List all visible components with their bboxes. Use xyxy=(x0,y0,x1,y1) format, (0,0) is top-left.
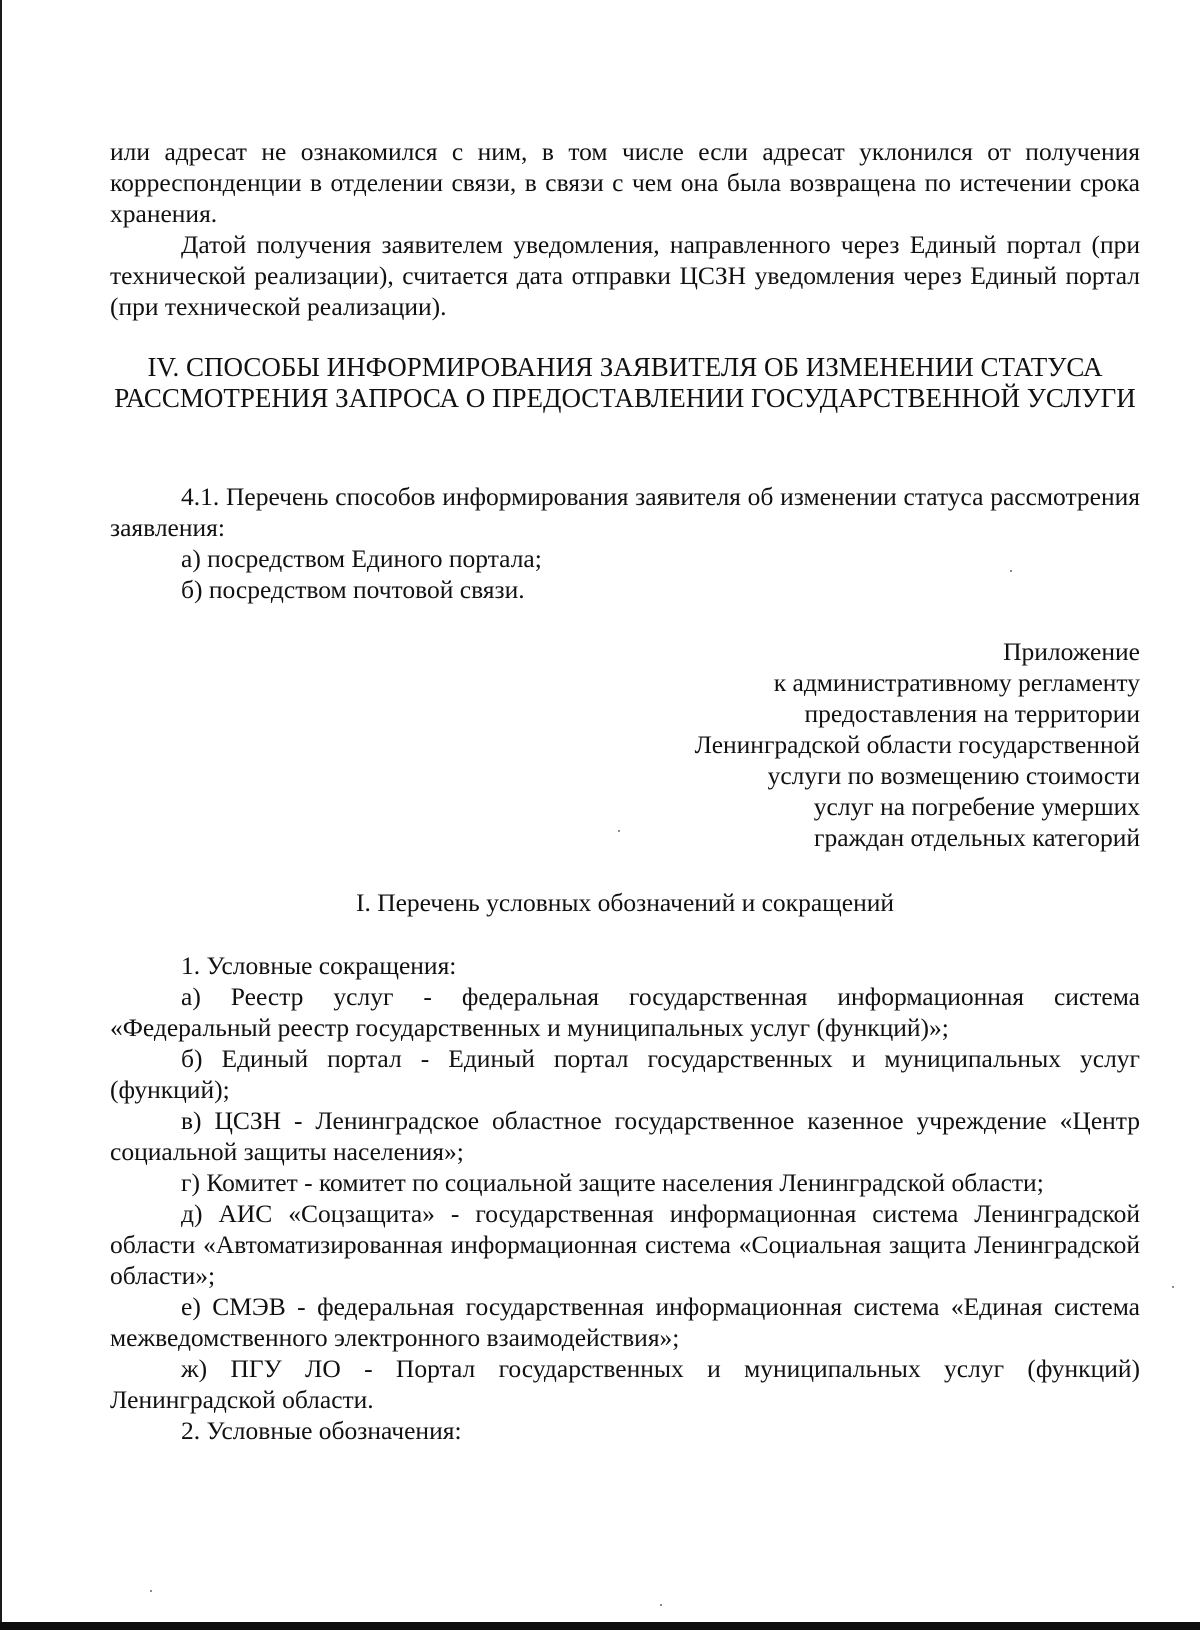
methods-list-intro: 4.1. Перечень способов информирования заявителя об изменении статуса рассмотрения заявления: xyxy=(110,482,1140,542)
scan-speck xyxy=(618,830,620,832)
annex-line: Приложение xyxy=(1003,637,1140,666)
abbreviation-item: а) Реестр услуг - федеральная государственная информационная система «Федеральный реестр государственных и муниципальных услуг (функций)»; xyxy=(110,982,1140,1042)
annex-line: Ленинградской области государственной xyxy=(694,730,1140,759)
abbreviation-item: в) ЦСЗН - Ленинградское областное государственное казенное учреждение «Центр социальной защиты населения»; xyxy=(110,1106,1140,1166)
abbreviation-item: г) Комитет - комитет по социальной защите населения Ленинградской области; xyxy=(181,1168,1044,1197)
method-item-a: а) посредством Единого портала; xyxy=(181,544,542,573)
annex-line: услуги по возмещению стоимости xyxy=(767,761,1140,790)
scan-speck xyxy=(150,1590,152,1592)
continuation-text xyxy=(110,136,1140,322)
scan-left-edge xyxy=(0,0,2,1630)
method-item-b: б) посредством почтовой связи. xyxy=(181,575,525,604)
annex-header xyxy=(560,636,1140,853)
scan-speck xyxy=(660,1604,662,1606)
abbreviation-item: е) СМЭВ - федеральная государственная информационная система «Единая система межведомственного электронного взаимодействия»; xyxy=(110,1292,1140,1352)
scan-speck xyxy=(1010,570,1012,572)
annex-line: граждан отдельных категорий xyxy=(814,823,1140,852)
section-4-body xyxy=(110,481,1140,605)
section-1-body xyxy=(110,950,1140,1446)
abbreviation-item: д) АИС «Соцзащита» - государственная информационная система Ленинградской области «Автоматизированная информационная система «Социальная защита Ленинградской области»; xyxy=(110,1199,1140,1290)
continuation-paragraph: или адресат не ознакомился с ним, в том числе если адресат уклонился от получения корреспонденции в отделении связи, в связи с чем она была возвращена по истечении срока хранения. xyxy=(110,137,1140,228)
receipt-date-paragraph: Датой получения заявителем уведомления, направленного через Единый портал (при технической реализации), считается дата отправки ЦСЗН уведомления через Единый портал (при технической реализации). xyxy=(110,230,1140,321)
annex-line: предоставления на территории xyxy=(804,699,1140,728)
annex-line: к административному регламенту xyxy=(773,668,1140,697)
abbreviations-intro: 1. Условные сокращения: xyxy=(181,951,457,980)
scan-speck xyxy=(1172,1286,1174,1288)
section-4-heading: IV. СПОСОБЫ ИНФОРМИРОВАНИЯ ЗАЯВИТЕЛЯ ОБ ИЗМЕНЕНИИ СТАТУСА РАССМОТРЕНИЯ ЗАПРОСА О ПРЕДОСТАВЛЕНИИ ГОСУДАРСТВЕННОЙ УСЛУГИ xyxy=(114,352,1136,413)
section-1-title: I. Перечень условных обозначений и сокращений xyxy=(355,888,895,917)
symbols-intro: 2. Условные обозначения: xyxy=(181,1416,462,1445)
annex-line: услуг на погребение умерших xyxy=(813,792,1140,821)
scan-bottom-edge xyxy=(0,1622,1200,1630)
abbreviation-item: ж) ПГУ ЛО - Портал государственных и муниципальных услуг (функций) Ленинградской области. xyxy=(110,1354,1140,1414)
abbreviation-item: б) Единый портал - Единый портал государственных и муниципальных услуг (функций); xyxy=(110,1044,1140,1104)
